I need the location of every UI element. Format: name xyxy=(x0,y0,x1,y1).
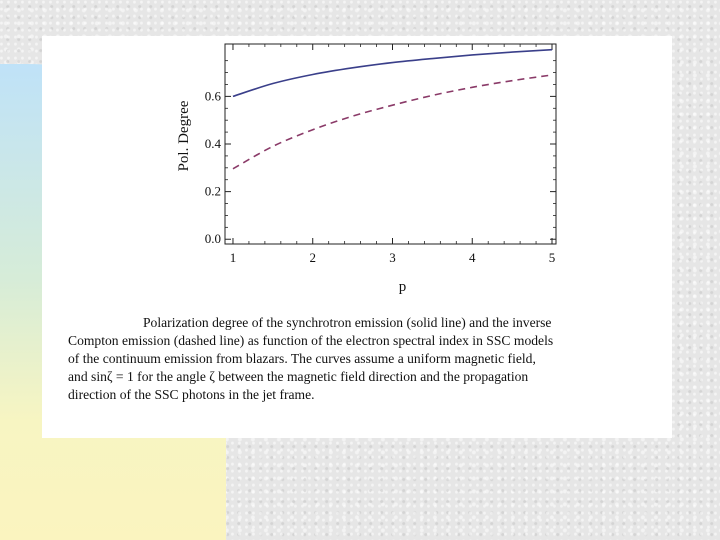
polarization-chart xyxy=(42,36,672,306)
x-tick-label: 4 xyxy=(469,250,476,265)
figure-caption xyxy=(68,314,678,404)
x-tick-label: 3 xyxy=(389,250,396,265)
x-tick-label: 1 xyxy=(229,250,237,265)
y-tick-label: 0.4 xyxy=(204,136,221,151)
x-tick-label: 5 xyxy=(548,250,556,265)
y-tick-label: 0.2 xyxy=(204,183,221,199)
caption-line-3: of the continuum emission from blazars. The curves assume a uniform magnetic field, xyxy=(68,351,536,366)
series-line-solid xyxy=(233,50,552,97)
caption-line-5: direction of the SSC photons in the jet frame. xyxy=(68,387,315,402)
caption-line-1: Polarization degree of the synchrotron emission (solid line) and the inverse xyxy=(143,315,552,330)
plot-frame xyxy=(225,44,556,244)
x-axis-title: p xyxy=(398,279,407,295)
caption-line-4: and sinζ = 1 for the angle ζ between the magnetic field direction and the propagation xyxy=(68,369,529,384)
y-axis-title: Pol. Degree xyxy=(176,100,192,172)
x-tick-label: 2 xyxy=(309,250,316,265)
series-line-dashed xyxy=(233,75,552,169)
slide-panel xyxy=(42,36,672,438)
caption-line-2: Compton emission (dashed line) as function of the electron spectral index in SSC models xyxy=(68,333,554,348)
y-tick-label: 0.0 xyxy=(204,231,221,247)
y-tick-label: 0.6 xyxy=(204,88,221,104)
